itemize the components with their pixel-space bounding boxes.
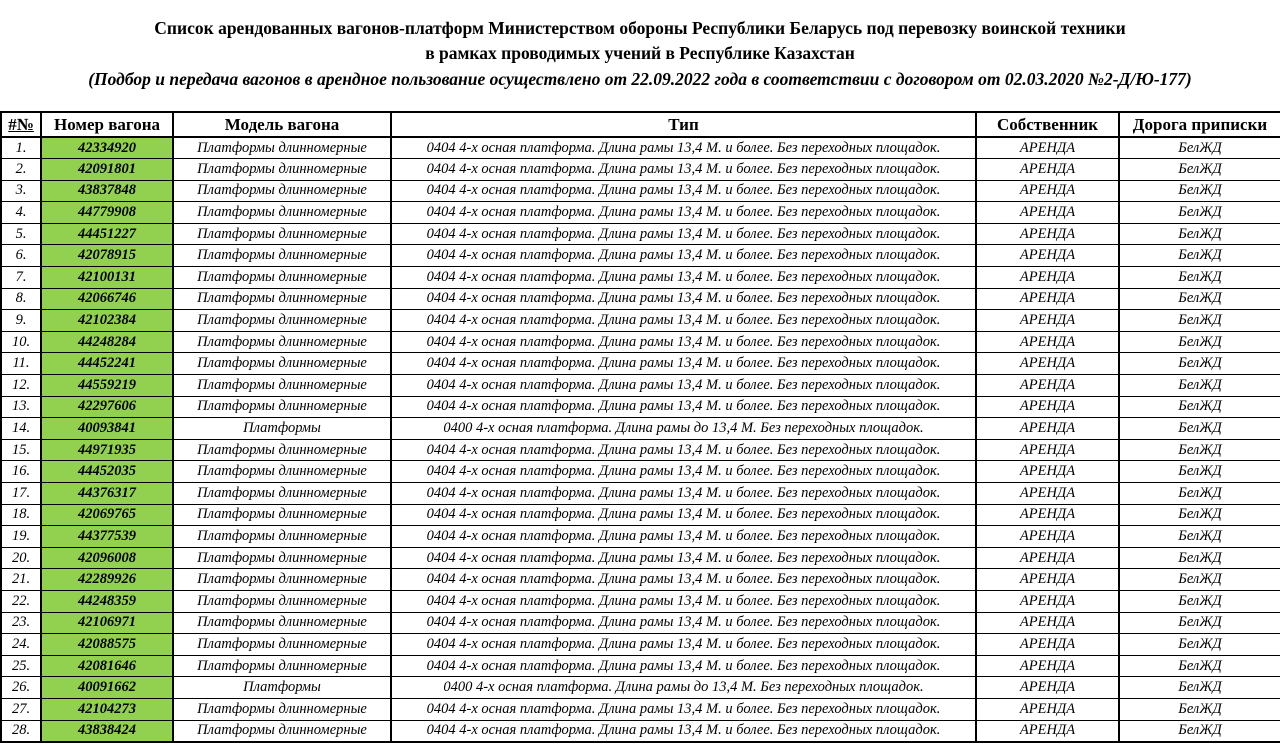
owner-cell: АРЕНДА — [976, 353, 1119, 375]
registry-road-cell: БелЖД — [1119, 439, 1280, 461]
registry-road-cell: БелЖД — [1119, 267, 1280, 289]
owner-cell: АРЕНДА — [976, 590, 1119, 612]
wagon-model-cell: Платформы длинномерные — [173, 310, 391, 332]
row-index-cell: 15. — [1, 439, 41, 461]
wagon-model-cell: Платформы длинномерные — [173, 159, 391, 181]
wagon-number-cell: 42289926 — [41, 569, 173, 591]
wagon-number-cell: 43837848 — [41, 180, 173, 202]
wagon-number-cell: 42106971 — [41, 612, 173, 634]
row-index-cell: 13. — [1, 396, 41, 418]
owner-cell: АРЕНДА — [976, 180, 1119, 202]
owner-cell: АРЕНДА — [976, 137, 1119, 159]
owner-cell: АРЕНДА — [976, 375, 1119, 397]
wagon-type-cell: 0404 4-х осная платформа. Длина рамы 13,4 М. и более. Без переходных площадок. — [391, 634, 976, 656]
wagon-number-cell: 40091662 — [41, 677, 173, 699]
wagon-model-cell: Платформы длинномерные — [173, 180, 391, 202]
row-index-cell: 1. — [1, 137, 41, 159]
table-header-row — [1, 112, 1280, 137]
wagon-number-cell: 42096008 — [41, 547, 173, 569]
table-row — [1, 569, 1280, 591]
table-row — [1, 418, 1280, 440]
header-type: Тип — [391, 112, 976, 137]
header-owner: Собственник — [976, 112, 1119, 137]
registry-road-cell: БелЖД — [1119, 612, 1280, 634]
wagon-model-cell: Платформы длинномерные — [173, 353, 391, 375]
table-row — [1, 655, 1280, 677]
table-row — [1, 180, 1280, 202]
table-row — [1, 159, 1280, 181]
registry-road-cell: БелЖД — [1119, 331, 1280, 353]
row-index-cell: 22. — [1, 590, 41, 612]
row-index-cell: 20. — [1, 547, 41, 569]
wagon-type-cell: 0404 4-х осная платформа. Длина рамы 13,4 М. и более. Без переходных площадок. — [391, 569, 976, 591]
registry-road-cell: БелЖД — [1119, 353, 1280, 375]
wagon-number-cell: 44559219 — [41, 375, 173, 397]
wagon-type-cell: 0404 4-х осная платформа. Длина рамы 13,4 М. и более. Без переходных площадок. — [391, 245, 976, 267]
table-row — [1, 223, 1280, 245]
wagon-list-table — [0, 111, 1280, 743]
table-row — [1, 634, 1280, 656]
wagon-number-cell: 44451227 — [41, 223, 173, 245]
row-index-cell: 6. — [1, 245, 41, 267]
owner-cell: АРЕНДА — [976, 418, 1119, 440]
wagon-model-cell: Платформы длинномерные — [173, 375, 391, 397]
wagon-type-cell: 0404 4-х осная платформа. Длина рамы 13,4 М. и более. Без переходных площадок. — [391, 655, 976, 677]
owner-cell: АРЕНДА — [976, 310, 1119, 332]
registry-road-cell: БелЖД — [1119, 396, 1280, 418]
owner-cell: АРЕНДА — [976, 331, 1119, 353]
registry-road-cell: БелЖД — [1119, 223, 1280, 245]
row-index-cell: 4. — [1, 202, 41, 224]
wagon-type-cell: 0404 4-х осная платформа. Длина рамы 13,4 М. и более. Без переходных площадок. — [391, 720, 976, 742]
table-row — [1, 547, 1280, 569]
table-row — [1, 720, 1280, 742]
registry-road-cell: БелЖД — [1119, 698, 1280, 720]
owner-cell: АРЕНДА — [976, 569, 1119, 591]
owner-cell: АРЕНДА — [976, 720, 1119, 742]
owner-cell: АРЕНДА — [976, 461, 1119, 483]
wagon-number-cell: 42100131 — [41, 267, 173, 289]
wagon-model-cell: Платформы длинномерные — [173, 267, 391, 289]
wagon-type-cell: 0404 4-х осная платформа. Длина рамы 13,4 М. и более. Без переходных площадок. — [391, 439, 976, 461]
registry-road-cell: БелЖД — [1119, 720, 1280, 742]
table-row — [1, 677, 1280, 699]
wagon-number-cell: 42069765 — [41, 504, 173, 526]
row-index-cell: 17. — [1, 483, 41, 505]
table-row — [1, 375, 1280, 397]
wagon-type-cell: 0404 4-х осная платформа. Длина рамы 13,4 М. и более. Без переходных площадок. — [391, 202, 976, 224]
owner-cell: АРЕНДА — [976, 698, 1119, 720]
wagon-number-cell: 44452241 — [41, 353, 173, 375]
row-index-cell: 7. — [1, 267, 41, 289]
row-index-cell: 26. — [1, 677, 41, 699]
wagon-model-cell: Платформы — [173, 677, 391, 699]
registry-road-cell: БелЖД — [1119, 202, 1280, 224]
title-block — [0, 0, 1280, 94]
wagon-type-cell: 0404 4-х осная платформа. Длина рамы 13,4 М. и более. Без переходных площадок. — [391, 159, 976, 181]
wagon-model-cell: Платформы длинномерные — [173, 634, 391, 656]
row-index-cell: 8. — [1, 288, 41, 310]
header-wagon-number: Номер вагона — [41, 112, 173, 137]
wagon-type-cell: 0400 4-х осная платформа. Длина рамы до 13,4 М. Без переходных площадок. — [391, 418, 976, 440]
registry-road-cell: БелЖД — [1119, 569, 1280, 591]
wagon-number-cell: 43838424 — [41, 720, 173, 742]
table-row — [1, 504, 1280, 526]
row-index-cell: 10. — [1, 331, 41, 353]
table-row — [1, 331, 1280, 353]
table-row — [1, 396, 1280, 418]
wagon-model-cell: Платформы длинномерные — [173, 245, 391, 267]
wagon-type-cell: 0404 4-х осная платформа. Длина рамы 13,4 М. и более. Без переходных площадок. — [391, 504, 976, 526]
row-index-cell: 12. — [1, 375, 41, 397]
wagon-type-cell: 0404 4-х осная платформа. Длина рамы 13,4 М. и более. Без переходных площадок. — [391, 461, 976, 483]
registry-road-cell: БелЖД — [1119, 655, 1280, 677]
registry-road-cell: БелЖД — [1119, 245, 1280, 267]
document-title-line-1: Список арендованных вагонов-платформ Министерством обороны Республики Беларусь под перевозку воинской техники — [154, 18, 1126, 38]
row-index-cell: 9. — [1, 310, 41, 332]
owner-cell: АРЕНДА — [976, 267, 1119, 289]
owner-cell: АРЕНДА — [976, 677, 1119, 699]
wagon-number-cell: 42091801 — [41, 159, 173, 181]
table-row — [1, 439, 1280, 461]
wagon-type-cell: 0404 4-х осная платформа. Длина рамы 13,4 М. и более. Без переходных площадок. — [391, 310, 976, 332]
owner-cell: АРЕНДА — [976, 288, 1119, 310]
row-index-cell: 28. — [1, 720, 41, 742]
table-row — [1, 353, 1280, 375]
wagon-number-cell: 44779908 — [41, 202, 173, 224]
owner-cell: АРЕНДА — [976, 612, 1119, 634]
table-row — [1, 267, 1280, 289]
row-index-cell: 11. — [1, 353, 41, 375]
table-row — [1, 137, 1280, 159]
wagon-model-cell: Платформы длинномерные — [173, 331, 391, 353]
wagon-type-cell: 0404 4-х осная платформа. Длина рамы 13,4 М. и более. Без переходных площадок. — [391, 547, 976, 569]
header-registry-road: Дорога приписки — [1119, 112, 1280, 137]
owner-cell: АРЕНДА — [976, 634, 1119, 656]
wagon-model-cell: Платформы длинномерные — [173, 483, 391, 505]
row-index-cell: 18. — [1, 504, 41, 526]
wagon-model-cell: Платформы длинномерные — [173, 504, 391, 526]
row-index-cell: 25. — [1, 655, 41, 677]
wagon-type-cell: 0404 4-х осная платформа. Длина рамы 13,4 М. и более. Без переходных площадок. — [391, 137, 976, 159]
registry-road-cell: БелЖД — [1119, 418, 1280, 440]
registry-road-cell: БелЖД — [1119, 590, 1280, 612]
header-wagon-model: Модель вагона — [173, 112, 391, 137]
wagon-model-cell: Платформы длинномерные — [173, 547, 391, 569]
table-row — [1, 590, 1280, 612]
wagon-type-cell: 0404 4-х осная платформа. Длина рамы 13,4 М. и более. Без переходных площадок. — [391, 590, 976, 612]
registry-road-cell: БелЖД — [1119, 375, 1280, 397]
wagon-type-cell: 0404 4-х осная платформа. Длина рамы 13,4 М. и более. Без переходных площадок. — [391, 353, 976, 375]
row-index-cell: 24. — [1, 634, 41, 656]
wagon-type-cell: 0404 4-х осная платформа. Длина рамы 13,4 М. и более. Без переходных площадок. — [391, 396, 976, 418]
wagon-model-cell: Платформы длинномерные — [173, 223, 391, 245]
wagon-type-cell: 0404 4-х осная платформа. Длина рамы 13,4 М. и более. Без переходных площадок. — [391, 698, 976, 720]
header-index: #№ — [1, 112, 41, 137]
owner-cell: АРЕНДА — [976, 245, 1119, 267]
wagon-number-cell: 44377539 — [41, 526, 173, 548]
owner-cell: АРЕНДА — [976, 655, 1119, 677]
wagon-number-cell: 44971935 — [41, 439, 173, 461]
row-index-cell: 5. — [1, 223, 41, 245]
row-index-cell: 2. — [1, 159, 41, 181]
wagon-model-cell: Платформы длинномерные — [173, 698, 391, 720]
wagon-model-cell: Платформы длинномерные — [173, 569, 391, 591]
wagon-type-cell: 0404 4-х осная платформа. Длина рамы 13,4 М. и более. Без переходных площадок. — [391, 483, 976, 505]
wagon-number-cell: 42081646 — [41, 655, 173, 677]
registry-road-cell: БелЖД — [1119, 159, 1280, 181]
wagon-number-cell: 42078915 — [41, 245, 173, 267]
owner-cell: АРЕНДА — [976, 223, 1119, 245]
table-row — [1, 245, 1280, 267]
wagon-type-cell: 0400 4-х осная платформа. Длина рамы до 13,4 М. Без переходных площадок. — [391, 677, 976, 699]
owner-cell: АРЕНДА — [976, 504, 1119, 526]
registry-road-cell: БелЖД — [1119, 677, 1280, 699]
wagon-type-cell: 0404 4-х осная платформа. Длина рамы 13,4 М. и более. Без переходных площадок. — [391, 612, 976, 634]
table-body — [1, 137, 1280, 742]
wagon-model-cell: Платформы длинномерные — [173, 590, 391, 612]
wagon-type-cell: 0404 4-х осная платформа. Длина рамы 13,4 М. и более. Без переходных площадок. — [391, 180, 976, 202]
table-row — [1, 288, 1280, 310]
wagon-number-cell: 42104273 — [41, 698, 173, 720]
registry-road-cell: БелЖД — [1119, 180, 1280, 202]
wagon-model-cell: Платформы длинномерные — [173, 655, 391, 677]
wagon-type-cell: 0404 4-х осная платформа. Длина рамы 13,4 М. и более. Без переходных площадок. — [391, 526, 976, 548]
registry-road-cell: БелЖД — [1119, 547, 1280, 569]
wagon-number-cell: 44248359 — [41, 590, 173, 612]
owner-cell: АРЕНДА — [976, 159, 1119, 181]
wagon-model-cell: Платформы длинномерные — [173, 396, 391, 418]
table-row — [1, 202, 1280, 224]
wagon-number-cell: 44248284 — [41, 331, 173, 353]
wagon-number-cell: 42334920 — [41, 137, 173, 159]
owner-cell: АРЕНДА — [976, 396, 1119, 418]
table-row — [1, 526, 1280, 548]
table-row — [1, 310, 1280, 332]
row-index-cell: 23. — [1, 612, 41, 634]
wagon-number-cell: 42088575 — [41, 634, 173, 656]
owner-cell: АРЕНДА — [976, 439, 1119, 461]
registry-road-cell: БелЖД — [1119, 526, 1280, 548]
owner-cell: АРЕНДА — [976, 202, 1119, 224]
wagon-model-cell: Платформы длинномерные — [173, 137, 391, 159]
registry-road-cell: БелЖД — [1119, 137, 1280, 159]
wagon-number-cell: 44452035 — [41, 461, 173, 483]
wagon-model-cell: Платформы длинномерные — [173, 612, 391, 634]
row-index-cell: 14. — [1, 418, 41, 440]
document-subtitle: (Подбор и передача вагонов в арендное пользование осуществлено от 22.09.2022 года в соответствии с договором от 02.03.2020 №2-Д/Ю-177) — [88, 69, 1192, 89]
wagon-model-cell: Платформы длинномерные — [173, 202, 391, 224]
wagon-type-cell: 0404 4-х осная платформа. Длина рамы 13,4 М. и более. Без переходных площадок. — [391, 288, 976, 310]
table-row — [1, 698, 1280, 720]
registry-road-cell: БелЖД — [1119, 461, 1280, 483]
wagon-model-cell: Платформы — [173, 418, 391, 440]
wagon-type-cell: 0404 4-х осная платформа. Длина рамы 13,4 М. и более. Без переходных площадок. — [391, 331, 976, 353]
document-title-line-2: в рамках проводимых учений в Республике Казахстан — [425, 43, 855, 63]
table-row — [1, 461, 1280, 483]
wagon-number-cell: 40093841 — [41, 418, 173, 440]
row-index-cell: 3. — [1, 180, 41, 202]
registry-road-cell: БелЖД — [1119, 288, 1280, 310]
wagon-number-cell: 42066746 — [41, 288, 173, 310]
owner-cell: АРЕНДА — [976, 526, 1119, 548]
wagon-model-cell: Платформы длинномерные — [173, 439, 391, 461]
wagon-number-cell: 44376317 — [41, 483, 173, 505]
table-row — [1, 612, 1280, 634]
wagon-model-cell: Платформы длинномерные — [173, 720, 391, 742]
wagon-number-cell: 42102384 — [41, 310, 173, 332]
row-index-cell: 21. — [1, 569, 41, 591]
owner-cell: АРЕНДА — [976, 483, 1119, 505]
registry-road-cell: БелЖД — [1119, 483, 1280, 505]
wagon-type-cell: 0404 4-х осная платформа. Длина рамы 13,4 М. и более. Без переходных площадок. — [391, 375, 976, 397]
wagon-model-cell: Платформы длинномерные — [173, 288, 391, 310]
row-index-cell: 19. — [1, 526, 41, 548]
row-index-cell: 27. — [1, 698, 41, 720]
registry-road-cell: БелЖД — [1119, 504, 1280, 526]
wagon-model-cell: Платформы длинномерные — [173, 526, 391, 548]
table-row — [1, 483, 1280, 505]
registry-road-cell: БелЖД — [1119, 634, 1280, 656]
wagon-model-cell: Платформы длинномерные — [173, 461, 391, 483]
owner-cell: АРЕНДА — [976, 547, 1119, 569]
wagon-number-cell: 42297606 — [41, 396, 173, 418]
wagon-type-cell: 0404 4-х осная платформа. Длина рамы 13,4 М. и более. Без переходных площадок. — [391, 223, 976, 245]
row-index-cell: 16. — [1, 461, 41, 483]
wagon-type-cell: 0404 4-х осная платформа. Длина рамы 13,4 М. и более. Без переходных площадок. — [391, 267, 976, 289]
registry-road-cell: БелЖД — [1119, 310, 1280, 332]
